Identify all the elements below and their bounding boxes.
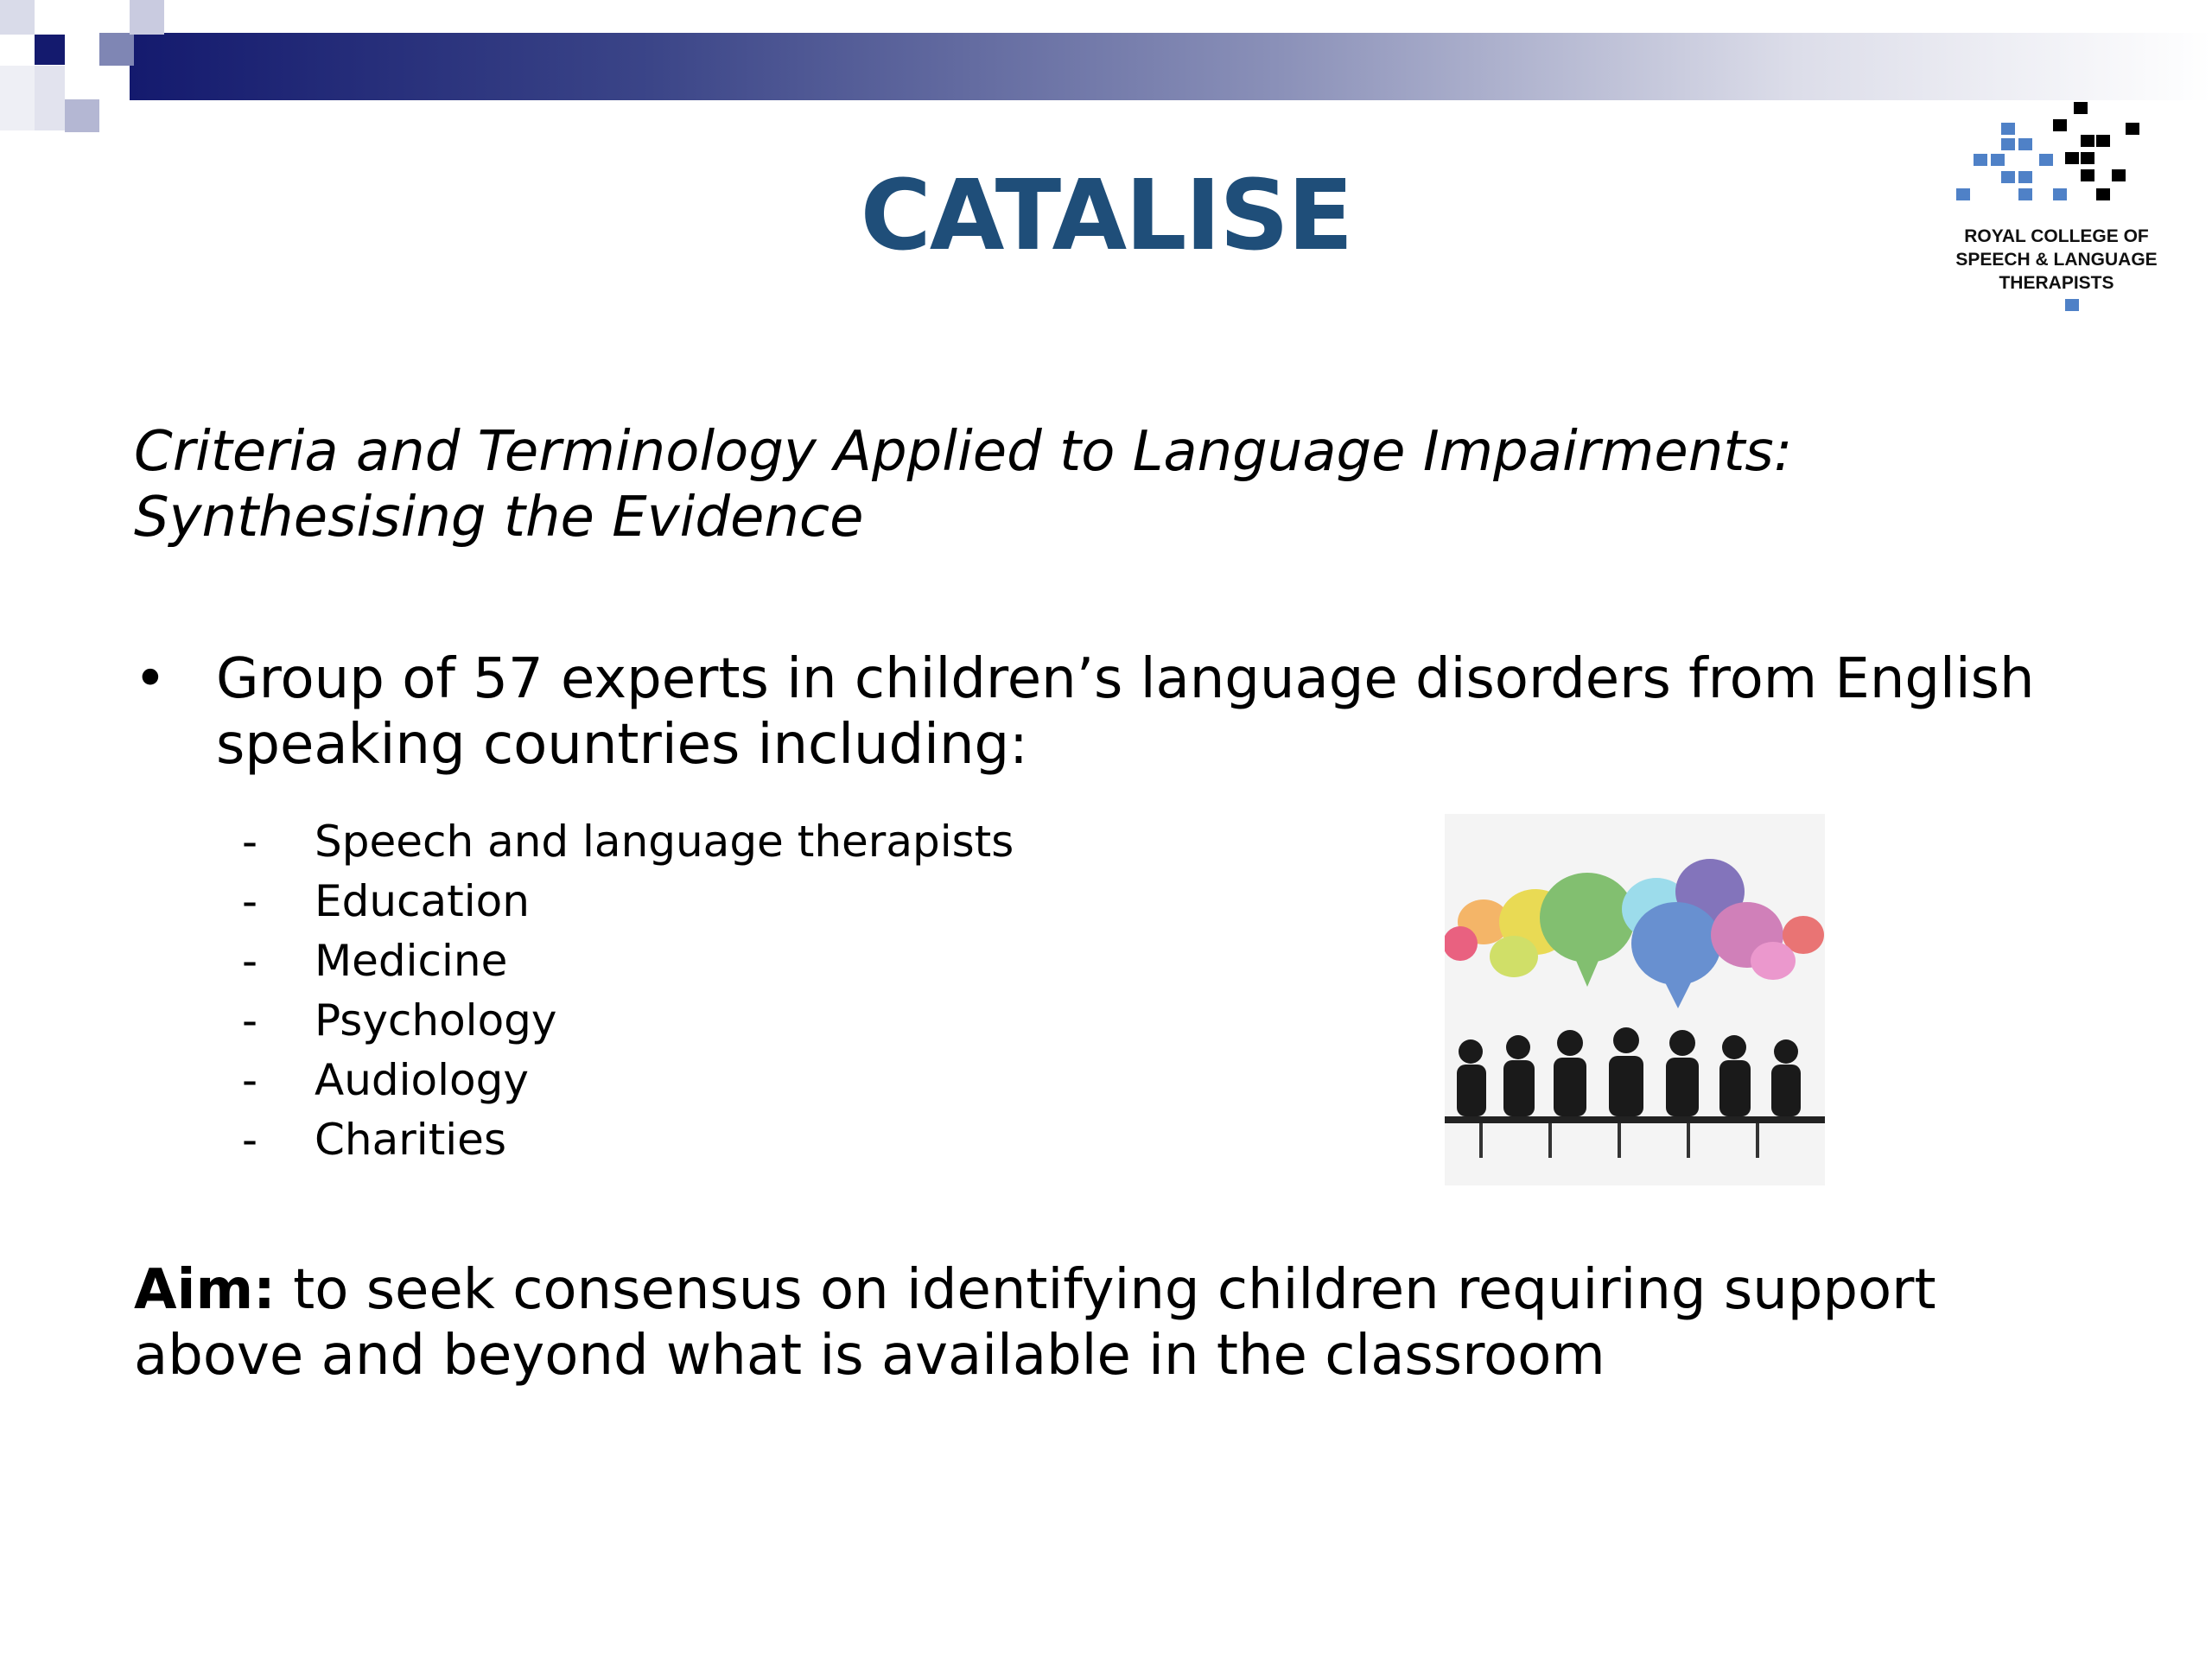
slide-title: CATALISE [860,160,1352,272]
list-item [242,812,1014,872]
main-bullet [134,646,2121,778]
list-item-label: Audiology [315,1055,529,1105]
meeting-illustration-icon [1445,814,1825,1185]
aim-text: to seek consensus on identifying children requiring support above and beyond what is available in the classroom [134,1258,1936,1388]
deco-square [65,99,99,132]
dash-marker: - [242,876,258,926]
slide-subtitle: Criteria and Terminology Applied to Language Impairments: Synthesising the Evidence [134,420,1793,550]
logo-text [1936,225,2177,295]
list-item [242,931,1014,991]
rcslt-logo [1936,95,2177,320]
list-item [242,991,1014,1051]
deco-square [99,33,134,66]
speech-bubbles-meeting-image [1445,814,1825,1185]
list-item-label: Speech and language therapists [315,817,1014,867]
aim-label: Aim: [134,1258,276,1322]
list-item-label: Psychology [315,995,557,1046]
deco-square [0,66,35,130]
dash-marker: - [242,817,258,867]
dash-marker: - [242,936,258,986]
bullet-marker: • [134,647,167,711]
logo-line-2: SPEECH & LANGUAGE [1955,250,2158,270]
deco-square [35,35,65,65]
list-item [242,1110,1014,1170]
list-item [242,1051,1014,1110]
logo-line-1: ROYAL COLLEGE OF [1964,226,2149,246]
dash-marker: - [242,1055,258,1105]
list-item-label: Education [315,876,530,926]
list-item-label: Charities [315,1115,506,1165]
list-item [242,872,1014,931]
logo-line-3: THERAPISTS [1999,273,2114,293]
header-gradient-band [130,33,2212,100]
deco-square [35,66,65,130]
dash-marker: - [242,1115,258,1165]
list-item-label: Medicine [315,936,508,986]
dash-marker: - [242,995,258,1046]
deco-square [0,0,35,35]
aim-statement [134,1257,2121,1389]
deco-square [130,0,164,35]
bullet-text: Group of 57 experts in children’s language disorders from English speaking countries including: [216,647,2035,777]
expert-list [242,812,1014,1170]
